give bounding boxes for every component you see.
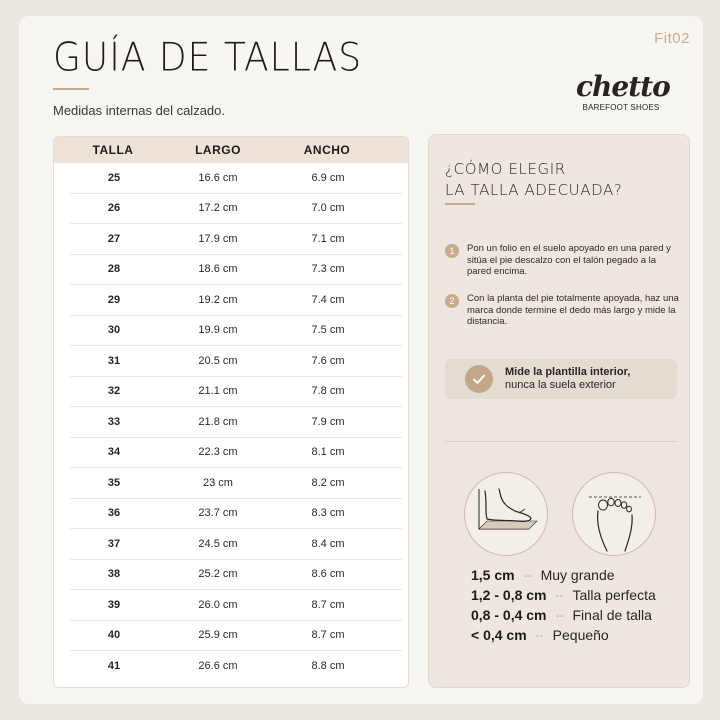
size-table <box>53 136 409 688</box>
legend-row <box>429 565 691 585</box>
legend-value: Final de talla <box>572 607 652 623</box>
legend-row <box>429 605 691 625</box>
step-number-badge: 2 <box>445 294 459 308</box>
foot-side-icon <box>464 472 548 556</box>
heading-underline <box>445 203 475 205</box>
step-text: Con la planta del pie totalmente apoyada, haz una marca donde termine el dedo más largo y mide la distancia. <box>467 293 679 327</box>
logo-wordmark: chetto <box>576 70 670 103</box>
cell-talla: 41 <box>107 660 121 673</box>
cell-ancho: 7.8 cm <box>311 385 345 398</box>
cell-ancho: 7.3 cm <box>311 263 345 276</box>
cell-ancho: 8.7 cm <box>311 598 345 611</box>
step-text: Pon un folio en el suelo apoyado en una pared y sitúa el pie descalzo con el talón pegado a la pared encima. <box>467 243 671 277</box>
page-title: GUÍA DE TALLAS <box>53 36 363 81</box>
panel-heading-line2: LA TALLA ADECUADA? <box>445 181 623 199</box>
cell-largo: 25.2 cm <box>198 568 238 581</box>
cell-talla: 33 <box>107 415 121 428</box>
step-number-badge: 1 <box>445 244 459 258</box>
cell-largo: 16.6 cm <box>198 171 238 184</box>
table-row <box>70 377 402 408</box>
cell-largo: 24.5 cm <box>198 537 238 550</box>
foot-top-icon <box>572 472 656 556</box>
cell-ancho: 7.9 cm <box>311 415 345 428</box>
legend-separator: -- <box>555 608 564 622</box>
table-row <box>70 407 402 438</box>
cell-largo: 25.9 cm <box>198 629 238 642</box>
cell-largo: 23 cm <box>203 476 233 489</box>
cell-talla: 31 <box>107 354 121 367</box>
cell-talla: 35 <box>107 476 121 489</box>
table-row <box>70 529 402 560</box>
cell-talla: 32 <box>107 385 121 398</box>
cell-talla: 28 <box>107 263 121 276</box>
legend-key: 0,8 - 0,4 cm <box>471 607 547 623</box>
cell-ancho: 7.0 cm <box>311 202 345 215</box>
table-row <box>70 590 402 621</box>
panel-heading <box>445 159 622 201</box>
table-row <box>70 163 402 194</box>
cell-ancho: 7.6 cm <box>311 354 345 367</box>
legend-separator: -- <box>523 568 532 582</box>
cell-largo: 19.9 cm <box>198 324 238 337</box>
cell-largo: 17.9 cm <box>198 232 238 245</box>
cell-ancho: 7.5 cm <box>311 324 345 337</box>
cell-ancho: 6.9 cm <box>311 171 345 184</box>
panel-divider <box>445 441 677 442</box>
cell-talla: 37 <box>107 537 121 550</box>
cell-largo: 26.0 cm <box>198 598 238 611</box>
table-row <box>70 194 402 225</box>
header-ancho: ANCHO <box>303 143 351 157</box>
cell-talla: 39 <box>107 598 121 611</box>
cell-largo: 22.3 cm <box>198 446 238 459</box>
legend-row <box>429 585 691 605</box>
cell-talla: 38 <box>107 568 121 581</box>
title-underline <box>53 88 89 90</box>
cell-largo: 17.2 cm <box>198 202 238 215</box>
panel-heading-line1: ¿CÓMO ELEGIR <box>445 160 566 178</box>
logo-tagline: BAREFOOT SHOES <box>582 103 660 112</box>
table-row <box>70 255 402 286</box>
table-row <box>70 346 402 377</box>
table-row <box>70 651 402 682</box>
tip-text <box>505 366 630 392</box>
cell-largo: 23.7 cm <box>198 507 238 520</box>
table-row <box>70 285 402 316</box>
cell-talla: 26 <box>107 202 121 215</box>
cell-largo: 19.2 cm <box>198 293 238 306</box>
cell-ancho: 8.6 cm <box>311 568 345 581</box>
cell-ancho: 7.1 cm <box>311 232 345 245</box>
fit-legend <box>429 565 691 645</box>
cell-largo: 20.5 cm <box>198 354 238 367</box>
table-row <box>70 468 402 499</box>
legend-key: 1,2 - 0,8 cm <box>471 587 547 603</box>
measure-tip <box>445 359 677 399</box>
cell-talla: 36 <box>107 507 121 520</box>
header-talla: TALLA <box>92 143 134 157</box>
legend-value: Talla perfecta <box>572 587 656 603</box>
legend-separator: -- <box>555 588 564 602</box>
table-row <box>70 621 402 652</box>
table-row <box>70 560 402 591</box>
brand-logo <box>576 70 670 112</box>
cell-talla: 25 <box>107 171 121 184</box>
cell-ancho: 8.4 cm <box>311 537 345 550</box>
cell-ancho: 7.4 cm <box>311 293 345 306</box>
cell-talla: 34 <box>107 446 121 459</box>
step-1 <box>445 243 681 278</box>
tip-rest: nunca la suela exterior <box>505 379 616 391</box>
cell-ancho: 8.3 cm <box>311 507 345 520</box>
cell-ancho: 8.1 cm <box>311 446 345 459</box>
table-row <box>70 438 402 469</box>
cell-talla: 27 <box>107 232 121 245</box>
cell-talla: 30 <box>107 324 121 337</box>
check-icon <box>465 365 493 393</box>
cell-largo: 21.1 cm <box>198 385 238 398</box>
cell-talla: 29 <box>107 293 121 306</box>
how-to-choose-panel <box>428 134 690 688</box>
header-largo: LARGO <box>195 143 241 157</box>
table-row <box>70 499 402 530</box>
cell-talla: 40 <box>107 629 121 642</box>
tip-strong: Mide la plantilla interior, <box>505 366 631 378</box>
reference-code: Fit02 <box>654 30 690 47</box>
legend-row <box>429 625 691 645</box>
cell-largo: 26.6 cm <box>198 660 238 673</box>
table-row <box>70 316 402 347</box>
legend-separator: -- <box>535 628 544 642</box>
table-body <box>54 163 408 682</box>
cell-largo: 18.6 cm <box>198 263 238 276</box>
legend-value: Pequeño <box>552 627 609 643</box>
cell-ancho: 8.8 cm <box>311 660 345 673</box>
legend-key: 1,5 cm <box>471 567 515 583</box>
legend-value: Muy grande <box>540 567 615 583</box>
step-2 <box>445 293 681 328</box>
legend-key: < 0,4 cm <box>471 627 527 643</box>
table-row <box>70 224 402 255</box>
cell-ancho: 8.2 cm <box>311 476 345 489</box>
cell-ancho: 8.7 cm <box>311 629 345 642</box>
cell-largo: 21.8 cm <box>198 415 238 428</box>
table-header <box>54 137 408 163</box>
page-subtitle: Medidas internas del calzado. <box>53 103 225 118</box>
